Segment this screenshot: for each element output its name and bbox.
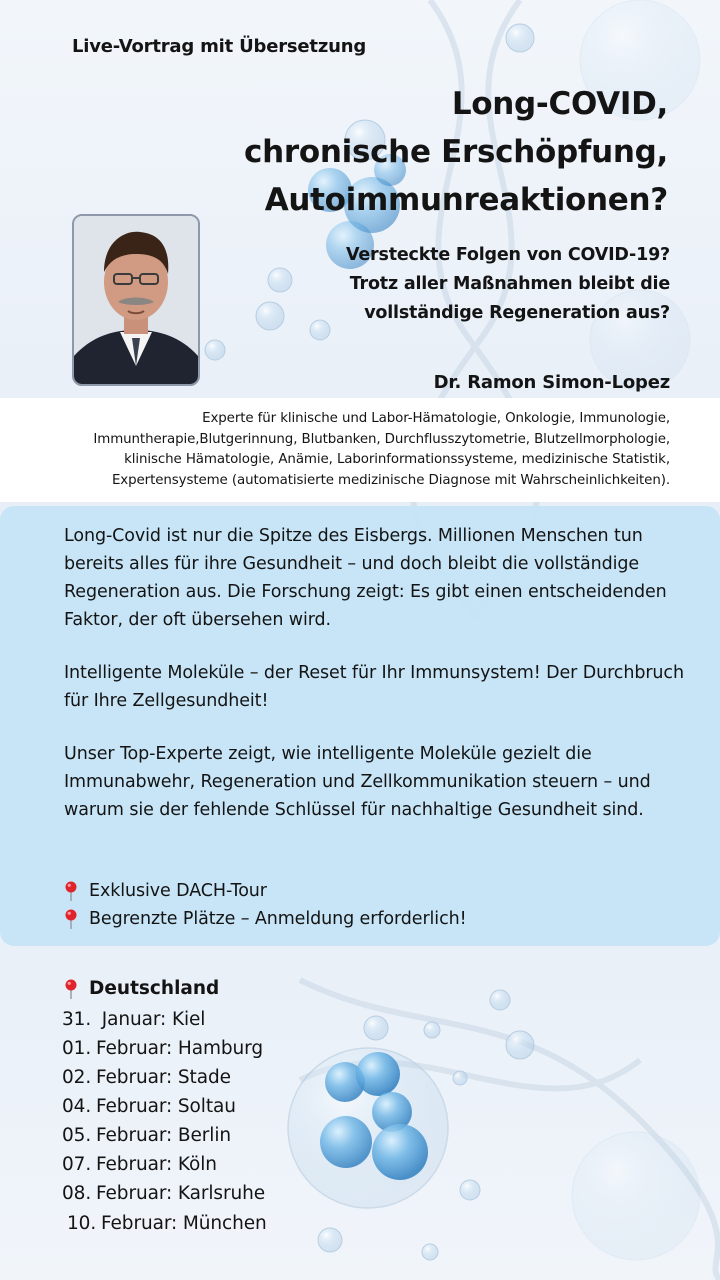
headline-line: Autoimmunreaktionen? — [264, 182, 668, 218]
tour-date — [62, 1150, 217, 1179]
bullet-text: Begrenzte Plätze – Anmeldung erforderlich! — [89, 909, 467, 929]
tour-date — [62, 1121, 231, 1150]
bullet-text: Exklusive DACH-Tour — [89, 881, 267, 901]
bullet-tour — [64, 877, 267, 905]
headline-line: chronische Erschöpfung, — [244, 134, 668, 170]
date-day: 05. — [62, 1125, 92, 1146]
date-day: 07. — [62, 1154, 92, 1175]
molecules-paragraph: Intelligente Moleküle – der Reset für Ihr Immunsystem! Der Durchbruch für Ihre Zellgesundheit! — [64, 663, 684, 711]
credential-line: Immuntherapie,Blutgerinnung, Blutbanken, Durchflusszytometrie, Blutzellmorphologie, — [93, 431, 670, 447]
date-label: Februar: München — [101, 1213, 267, 1234]
expert-name: Dr. Ramon Simon-Lopez — [433, 372, 670, 393]
question-line: vollständige Regeneration aus? — [364, 303, 670, 323]
date-day: 01. — [62, 1038, 92, 1059]
date-day: 31. — [62, 1009, 92, 1030]
credential-line: Experte für klinische und Labor-Hämatologie, Onkologie, Immunologie, — [202, 411, 670, 426]
date-label: Februar: Soltau — [96, 1096, 236, 1117]
headline-line: Long-COVID, — [451, 86, 668, 122]
question-line: Trotz aller Maßnahmen bleibt die — [349, 274, 670, 294]
credential-line: Expertensysteme (automatisierte medizinische Diagnose mit Wahrscheinlichkeiten). — [111, 472, 670, 488]
pin-icon — [64, 881, 78, 901]
expert-credentials — [30, 409, 670, 491]
date-day: 10. — [67, 1213, 97, 1234]
credential-line: klinische Hämatologie, Anämie, Laborinformationssysteme, medizinische Statistik, — [124, 452, 670, 467]
sub-questions — [270, 241, 670, 328]
date-label: Februar: Berlin — [96, 1125, 232, 1146]
main-headline — [108, 80, 668, 224]
pin-icon — [64, 979, 78, 999]
tour-country — [64, 975, 219, 1003]
event-subtitle: Live-Vortrag mit Übersetzung — [72, 36, 367, 57]
date-label: Februar: Hamburg — [96, 1038, 263, 1059]
speaker-portrait — [72, 214, 200, 386]
expert-paragraph: Unser Top-Experte zeigt, wie intelligente Moleküle gezielt die Immunabwehr, Regeneration und Zellkommunikation steuern – und warum sie der fehlende Schlüssel für nachhaltige Gesundheit sind. — [64, 744, 651, 820]
tour-date — [62, 1034, 263, 1063]
tour-date — [62, 1092, 236, 1121]
date-day: 08. — [62, 1183, 92, 1204]
tour-date — [62, 1063, 231, 1092]
date-label: Februar: Stade — [96, 1067, 231, 1088]
tour-date — [67, 1209, 267, 1238]
date-label: Januar: Kiel — [96, 1009, 206, 1030]
date-day: 04. — [62, 1096, 92, 1117]
date-day: 02. — [62, 1067, 92, 1088]
tour-date — [62, 1005, 205, 1034]
country-name: Deutschland — [89, 978, 220, 999]
date-label: Februar: Karlsruhe — [96, 1183, 265, 1204]
tour-date — [62, 1179, 265, 1208]
intro-paragraph: Long-Covid ist nur die Spitze des Eisbergs. Millionen Menschen tun bereits alles für ihre Gesundheit – und doch bleibt die vollständige Regeneration aus. Die Forschung zeigt: Es gibt einen entscheidenden Faktor, der oft übersehen wird. — [64, 526, 667, 630]
question-line: Versteckte Folgen von COVID-19? — [346, 245, 670, 265]
pin-icon — [64, 909, 78, 929]
bullet-seats — [64, 905, 467, 933]
date-label: Februar: Köln — [96, 1154, 217, 1175]
